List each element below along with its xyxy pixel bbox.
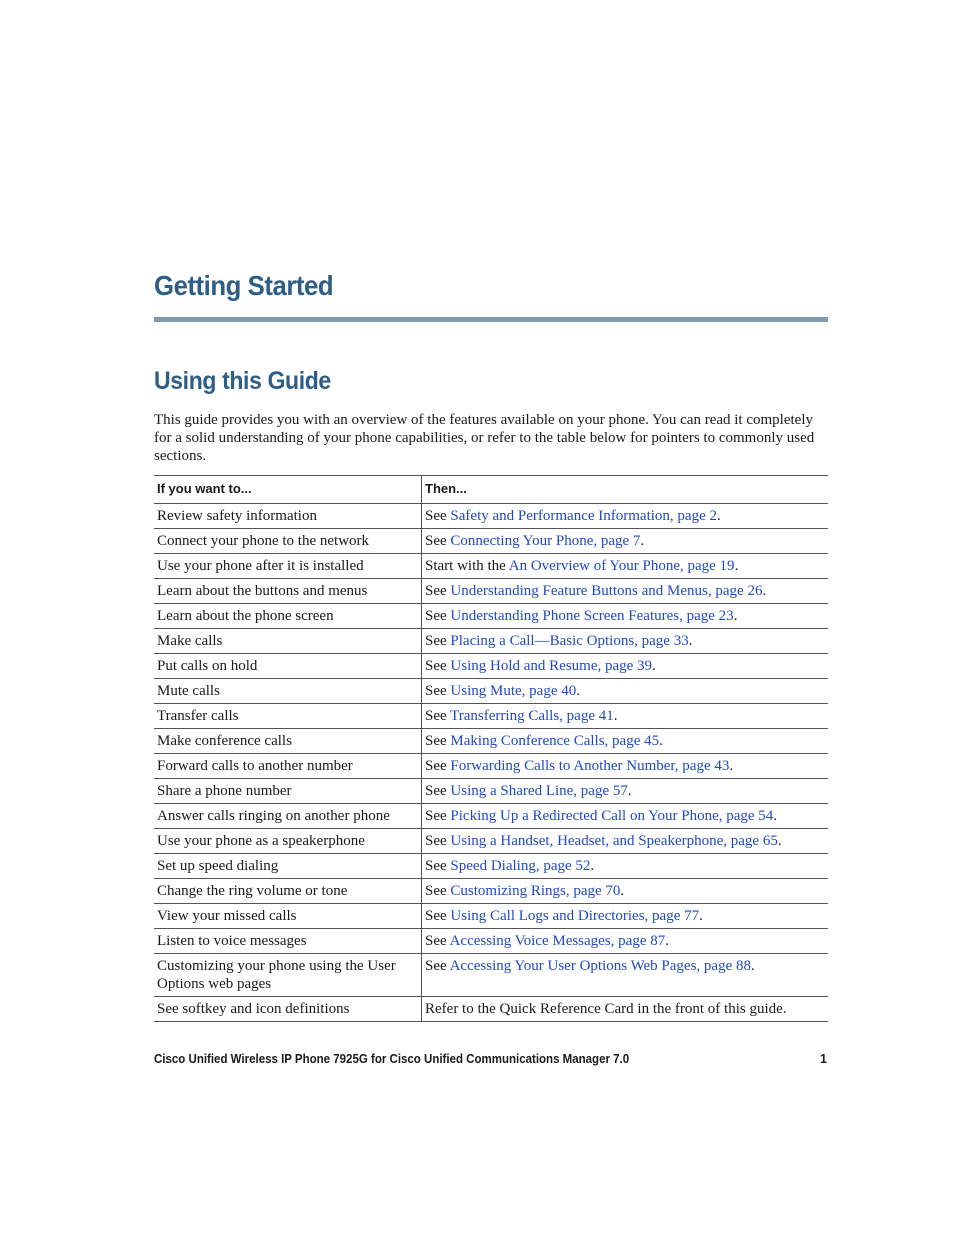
row-then-suffix: . [659,733,663,749]
table-row [154,629,828,654]
row-then-suffix: . [652,658,656,674]
row-then-prefix: See [425,733,451,749]
row-then-cell [422,679,829,704]
row-then-prefix: See [425,833,451,849]
row-then-prefix: See [425,933,450,949]
row-then-suffix: . [699,908,703,924]
row-then-suffix: . [590,858,595,874]
table-row [154,754,828,779]
row-then-cell [422,579,829,604]
row-then-prefix: Refer to the Quick Reference Card in the front of this guide. [425,1001,787,1017]
row-then-suffix: . [734,558,739,574]
row-then-suffix: . [729,758,734,774]
row-want-cell: Mute calls [154,679,422,704]
row-then-suffix: . [717,508,721,524]
row-then-suffix: . [688,633,693,649]
row-want-cell: Transfer calls [154,704,422,729]
row-want-cell: Answer calls ringing on another phone [154,804,422,829]
row-want-cell: Learn about the phone screen [154,604,422,629]
row-want-cell: Use your phone as a speakerphone [154,829,422,854]
row-then-cell [422,879,829,904]
row-then-prefix: See [425,583,451,599]
row-cross-reference-link[interactable]: An Overview of Your Phone, page 19 [508,558,735,574]
table-row [154,654,828,679]
row-then-suffix: . [751,958,755,974]
row-then-suffix: . [733,608,738,624]
table-row [154,854,828,879]
row-then-cell [422,529,829,554]
header-then: Then... [422,476,829,504]
row-then-prefix: See [425,958,450,974]
row-then-cell [422,804,829,829]
row-want-cell: See softkey and icon definitions [154,997,422,1022]
row-then-cell [422,704,829,729]
row-want-cell: Customizing your phone using the User Options web pages [154,954,422,997]
table-row [154,779,828,804]
table-row [154,904,828,929]
row-then-cell [422,904,829,929]
row-then-cell [422,654,829,679]
row-then-suffix: . [620,883,625,899]
row-cross-reference-link[interactable]: Using Hold and Resume, page 39 [450,658,653,674]
row-cross-reference-link[interactable]: Accessing Your User Options Web Pages, page 88 [449,958,751,974]
row-then-suffix: . [777,833,782,849]
row-then-prefix: See [425,783,451,799]
row-then-suffix: . [762,583,767,599]
row-want-cell: View your missed calls [154,904,422,929]
row-want-cell: Change the ring volume or tone [154,879,422,904]
row-cross-reference-link[interactable]: Using Mute, page 40 [450,683,577,699]
header-want: If you want to... [154,476,422,504]
row-want-cell: Use your phone after it is installed [154,554,422,579]
chapter-rule [154,317,828,322]
row-then-prefix: See [425,883,451,899]
row-cross-reference-link[interactable]: Making Conference Calls, page 45 [450,733,660,749]
row-then-suffix: . [627,783,632,799]
footer-title: Cisco Unified Wireless IP Phone 7925G for Cisco Unified Communications Manager 7.0 [154,1052,630,1066]
row-want-cell: Make calls [154,629,422,654]
row-then-suffix: . [613,708,618,724]
row-cross-reference-link[interactable]: Using Call Logs and Directories, page 77 [450,908,700,924]
row-cross-reference-link[interactable]: Safety and Performance Information, page 2 [450,508,717,524]
row-cross-reference-link[interactable]: Customizing Rings, page 70 [450,883,621,899]
table-header-row [154,476,828,504]
table-row [154,504,828,529]
row-cross-reference-link[interactable]: Using a Shared Line, page 57 [450,783,628,799]
row-cross-reference-link[interactable]: Transferring Calls, page 41 [450,708,614,724]
guide-table [154,475,828,1022]
table-row [154,804,828,829]
row-then-prefix: Start with the [425,558,509,574]
row-want-cell: Review safety information [154,504,422,529]
row-then-prefix: See [425,508,451,524]
row-want-cell: Forward calls to another number [154,754,422,779]
row-want-cell: Make conference calls [154,729,422,754]
row-then-cell [422,854,829,879]
table-row [154,729,828,754]
row-then-suffix: . [665,933,669,949]
row-cross-reference-link[interactable]: Speed Dialing, page 52 [450,858,591,874]
row-then-suffix: . [576,683,580,699]
row-then-cell [422,729,829,754]
row-want-cell: Learn about the buttons and menus [154,579,422,604]
row-then-prefix: See [425,858,451,874]
row-then-prefix: See [425,758,451,774]
intro-paragraph: This guide provides you with an overview of the features available on your phone. You can read it completely for a solid understanding of your phone capabilities, or refer to the table below for pointers to commonly used sections. [154,412,815,464]
row-want-cell: Listen to voice messages [154,929,422,954]
table-row [154,929,828,954]
row-then-prefix: See [425,608,451,624]
row-want-cell: Share a phone number [154,779,422,804]
row-then-cell [422,997,829,1022]
chapter-title: Getting Started [154,270,334,301]
table-row [154,529,828,554]
table-row [154,604,828,629]
row-then-cell [422,554,829,579]
table-body [154,504,828,1022]
row-then-suffix: . [640,533,645,549]
row-then-prefix: See [425,683,451,699]
row-then-cell [422,929,829,954]
table-row [154,704,828,729]
section-title: Using this Guide [154,367,331,395]
row-cross-reference-link[interactable]: Picking Up a Redirected Call on Your Phone, page 54 [450,808,774,824]
table-row [154,997,828,1022]
row-then-cell [422,779,829,804]
table-row [154,679,828,704]
row-then-cell [422,954,829,997]
row-cross-reference-link[interactable]: Understanding Phone Screen Features, page 23 [450,608,734,624]
row-cross-reference-link[interactable]: Accessing Voice Messages, page 87 [449,933,666,949]
row-cross-reference-link[interactable]: Using a Handset, Headset, and Speakerphone, page 65 [450,833,778,849]
row-then-prefix: See [425,658,451,674]
row-then-prefix: See [425,633,451,649]
table-row [154,554,828,579]
row-want-cell: Connect your phone to the network [154,529,422,554]
row-then-cell [422,604,829,629]
row-want-cell: Put calls on hold [154,654,422,679]
row-then-prefix: See [425,533,451,549]
table-row [154,954,828,997]
table-row [154,579,828,604]
row-then-suffix: . [773,808,778,824]
footer-page-number: 1 [820,1052,827,1066]
row-cross-reference-link[interactable]: Forwarding Calls to Another Number, page 43 [450,758,730,774]
row-then-prefix: See [425,808,451,824]
row-then-cell [422,504,829,529]
table-row [154,829,828,854]
table-row [154,879,828,904]
row-then-cell [422,829,829,854]
row-cross-reference-link[interactable]: Understanding Feature Buttons and Menus, page 26 [450,583,763,599]
row-then-cell [422,629,829,654]
row-then-prefix: See [425,908,451,924]
row-then-cell [422,754,829,779]
row-cross-reference-link[interactable]: Connecting Your Phone, page 7 [450,533,641,549]
row-cross-reference-link[interactable]: Placing a Call—Basic Options, page 33 [450,633,689,649]
row-want-cell: Set up speed dialing [154,854,422,879]
row-then-prefix: See [425,708,451,724]
